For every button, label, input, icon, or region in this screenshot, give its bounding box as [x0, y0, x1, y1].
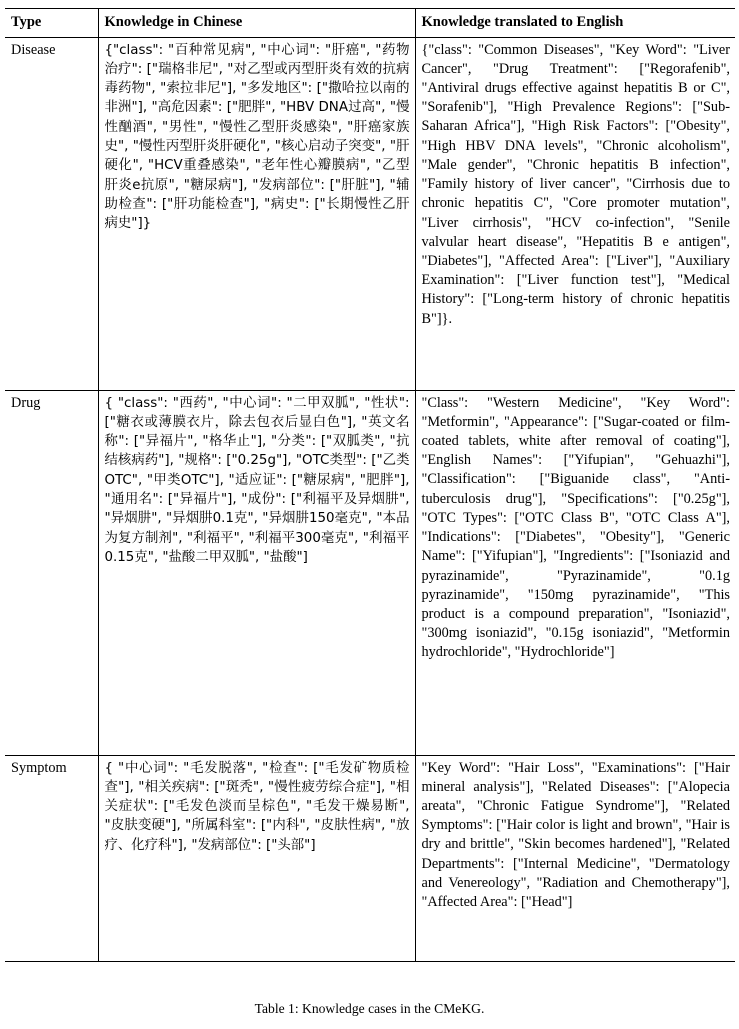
row-type-label: Drug — [11, 394, 41, 411]
table-caption: Table 1: Knowledge cases in the CMeKG. — [254, 1001, 485, 1016]
row-chinese-cell — [98, 390, 415, 755]
table-row — [5, 390, 735, 755]
row-type-cell — [5, 37, 98, 390]
table-row — [5, 37, 735, 390]
row-chinese-text: { "中心词": "毛发脱落", "检查": ["毛发矿物质检查"], "相关疾病": ["斑秃", "慢性疲劳综合症"], "相关症状": ["毛发色淡而呈棕色", "毛发干燥易断", "皮肤变硬"], "所属科室": ["内科", "皮肤性病", "放疗、化疗科"], "发病部位": ["头部"] — [104, 760, 410, 853]
row-chinese-text: { "class": "西药", "中心词": "二甲双胍", "性状": ["糖衣或薄膜衣片，除去包衣后显白色"], "英文名称": ["异福片", "格华止"], "分类": ["双胍类", "抗结核病药"], "规格": ["0.25g"], "OTC类型": ["乙类OTC", "甲类OTC"], "适应证": ["糖尿病", "肥胖"], "通用名": ["异福片"], "成份": ["利福平及异烟肼", "异烟肼", "异烟肼0.1克", "异烟肼150毫克", "本品为复方制剂", "利福平", "利福平300毫克", "利福平0.15克", "盐酸二甲双胍", "盐酸"] — [104, 395, 410, 565]
table-header-row — [5, 9, 735, 38]
row-english-cell — [415, 37, 735, 390]
row-type-cell — [5, 390, 98, 755]
row-english-cell — [415, 755, 735, 961]
row-english-cell — [415, 390, 735, 755]
row-english-text: {"class": "Common Diseases", "Key Word": "Liver Cancer", "Drug Treatment": ["Regorafenib", "Antiviral drugs effective against hepatitis B or C", "Sorafenib"], "High Prevalence Regions": ["Sub-Saharan Africa"], "High Risk Factors": ["Obesity", "High HBV DNA levels", "Chronic alcoholism", "Male gender", "Chronic hepatitis B infection", "Family history of liver cancer", "Cirrhosis due to chronic hepatitis C", "Core promoter mutation", "Liver cirrhosis", "HCV co-infection", "Senile valvular heart disease", "Hepatitis B e antigen", "Diabetes"], "Affected Area": ["Liver"], "Auxiliary Examination": ["Liver function test"], "Medical History": ["Long-term history of chronic hepatitis B"]}. — [421, 41, 730, 327]
row-english-text: "Class": "Western Medicine", "Key Word": "Metformin", "Appearance": ["Sugar-coated or film-coated tablets, white after removal of coating"], "English Names": ["Yifupian", "Gehuazhi"], "Classification": ["Biguanide class", "Anti-tuberculosis drug"], "Specifications": ["0.25g"], "OTC Types": ["OTC Class B", "OTC Class A"], "Indications": ["Diabetes", "Obesity"], "Generic Name": ["Yifupian"], "Ingredients": ["Isoniazid and pyrazinamide", "Pyrazinamide", "0.1g pyrazinamide", "150mg pyrazinamide", "This product is a compound preparation", "Isoniazid", "300mg isoniazid", "0.15g isoniazid", "Metformin hydrochloride", "Hydrochloride"] — [421, 394, 730, 661]
row-chinese-text: {"class": "百种常见病", "中心词": "肝癌", "药物治疗": ["瑞格非尼", "对乙型或丙型肝炎有效的抗病毒药物", "索拉非尼"], "多发地区": ["撒哈拉以南的非洲"], "高危因素": ["肥胖", "HBV DNA过高", "慢性酗酒", "男性", "慢性乙型肝炎感染", "肝癌家族史", "慢性丙型肝炎肝硬化", "核心启动子突变", "肝硬化", "HCV重叠感染", "老年性心瓣膜病", "乙型肝炎e抗原", "糖尿病"], "发病部位": ["肝脏"], "辅助检查": ["肝功能检查"], "病史": ["长期慢性乙肝病史"]} — [104, 42, 410, 232]
table-row — [5, 755, 735, 961]
knowledge-cases-table — [5, 8, 735, 962]
row-english-text: "Key Word": "Hair Loss", "Examinations": ["Hair mineral analysis"], "Related Diseases": ["Alopecia areata", "Chronic Fatigue Syndrome"], "Related Symptoms": ["Hair color is light and brown", "Hair is dry and brittle", "Skin becomes hardened"], "Related Departments": ["Internal Medicine", "Dermatology and Venereology", "Radiation and Chemotherapy"], "Affected Area": ["Head"] — [421, 759, 730, 911]
row-type-cell — [5, 755, 98, 961]
row-type-label: Symptom — [11, 759, 67, 776]
row-chinese-cell — [98, 755, 415, 961]
column-header-knowledge-english: Knowledge translated to English — [415, 9, 735, 38]
row-chinese-cell — [98, 37, 415, 390]
row-type-label: Disease — [11, 41, 56, 58]
column-header-type: Type — [5, 9, 98, 38]
column-header-knowledge-chinese: Knowledge in Chinese — [98, 9, 415, 38]
